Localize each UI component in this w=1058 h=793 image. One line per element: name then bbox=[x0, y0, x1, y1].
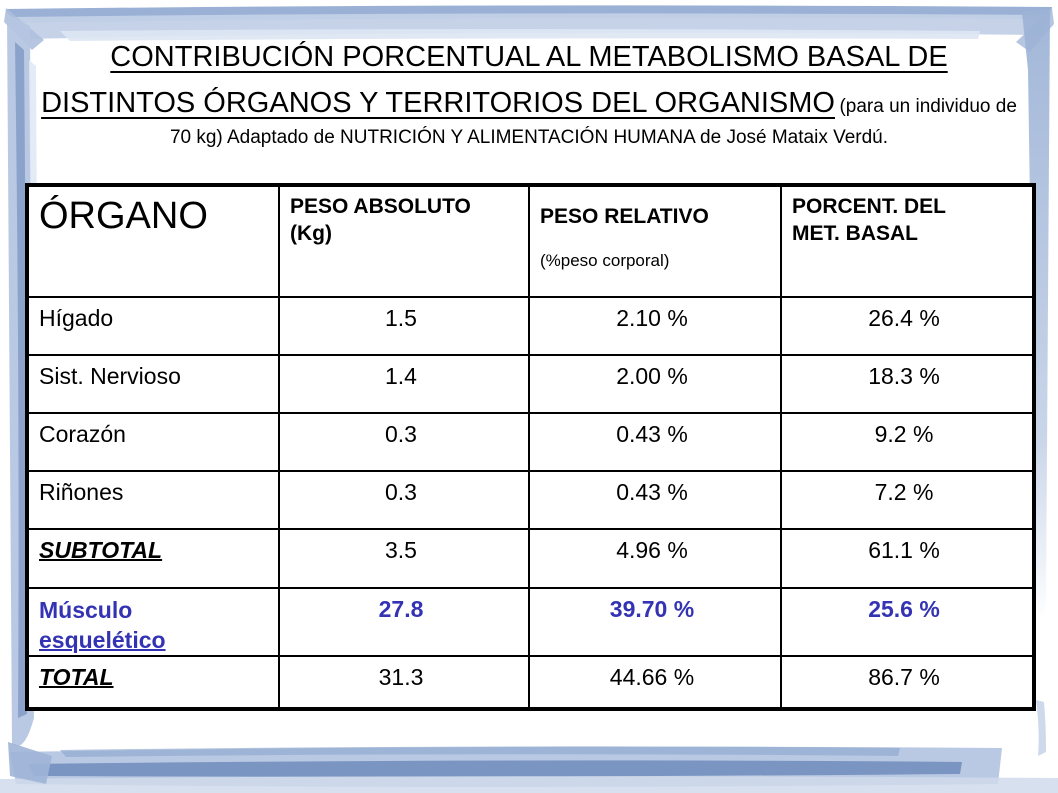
slide-title bbox=[30, 34, 1028, 150]
table-row-higado bbox=[27, 297, 1034, 355]
header-met-basal bbox=[781, 185, 1034, 297]
cell-met: 7.2 % bbox=[781, 471, 1034, 529]
cell-met: 86.7 % bbox=[781, 656, 1034, 709]
header-rel-main: PESO RELATIVO bbox=[540, 205, 709, 228]
organ-line2: esquelético bbox=[39, 627, 166, 653]
header-rel-sub: (%peso corporal) bbox=[540, 251, 670, 270]
table-row-subtotal bbox=[27, 529, 1034, 588]
cell-rel: 2.00 % bbox=[529, 355, 781, 413]
cell-organ: Sist. Nervioso bbox=[27, 355, 279, 413]
header-abs-line1: PESO ABSOLUTO bbox=[290, 195, 471, 218]
header-met-line1: PORCENT. DEL bbox=[792, 195, 947, 218]
cell-abs: 31.3 bbox=[279, 656, 529, 709]
header-organ: ÓRGANO bbox=[27, 185, 279, 297]
table-row-total bbox=[27, 656, 1034, 709]
cell-abs: 1.4 bbox=[279, 355, 529, 413]
cell-abs: 0.3 bbox=[279, 413, 529, 471]
cell-organ: SUBTOTAL bbox=[27, 529, 279, 588]
cell-organ: Riñones bbox=[27, 471, 279, 529]
cell-abs: 27.8 bbox=[279, 588, 529, 656]
cell-rel: 0.43 % bbox=[529, 471, 781, 529]
cell-met: 26.4 % bbox=[781, 297, 1034, 355]
cell-met: 25.6 % bbox=[781, 588, 1034, 656]
cell-organ: Hígado bbox=[27, 297, 279, 355]
cell-organ: Corazón bbox=[27, 413, 279, 471]
table-row-musculo-esqueletico bbox=[27, 588, 1034, 656]
cell-organ: TOTAL bbox=[27, 656, 279, 709]
cell-rel: 0.43 % bbox=[529, 413, 781, 471]
cell-abs: 3.5 bbox=[279, 529, 529, 588]
cell-met: 61.1 % bbox=[781, 529, 1034, 588]
cell-met: 9.2 % bbox=[781, 413, 1034, 471]
table-row-corazon bbox=[27, 413, 1034, 471]
table-row-rinones bbox=[27, 471, 1034, 529]
header-rel-weight bbox=[529, 185, 781, 297]
cell-rel: 2.10 % bbox=[529, 297, 781, 355]
cell-met: 18.3 % bbox=[781, 355, 1034, 413]
cell-rel: 4.96 % bbox=[529, 529, 781, 588]
cell-abs: 0.3 bbox=[279, 471, 529, 529]
header-met-line2: MET. BASAL bbox=[792, 222, 918, 245]
table-row-sist-nervioso bbox=[27, 355, 1034, 413]
header-row bbox=[27, 185, 1034, 297]
header-abs-weight bbox=[279, 185, 529, 297]
organ-line1: Músculo bbox=[39, 597, 133, 623]
title-note: (para un individuo de 70 kg) Adaptado de NUTRICIÓN Y ALIMENTACIÓN HUMANA de José Mataix Verdú. bbox=[169, 96, 1017, 148]
organs-table bbox=[25, 183, 1036, 711]
cell-rel: 44.66 % bbox=[529, 656, 781, 709]
cell-rel: 39.70 % bbox=[529, 588, 781, 656]
cell-abs: 1.5 bbox=[279, 297, 529, 355]
title-main: CONTRIBUCIÓN PORCENTUAL AL METABOLISMO BASAL DE DISTINTOS ÓRGANOS Y TERRITORIOS DEL ORGANISMO bbox=[41, 41, 948, 119]
cell-organ bbox=[27, 588, 279, 656]
header-abs-line2: (Kg) bbox=[290, 222, 332, 245]
